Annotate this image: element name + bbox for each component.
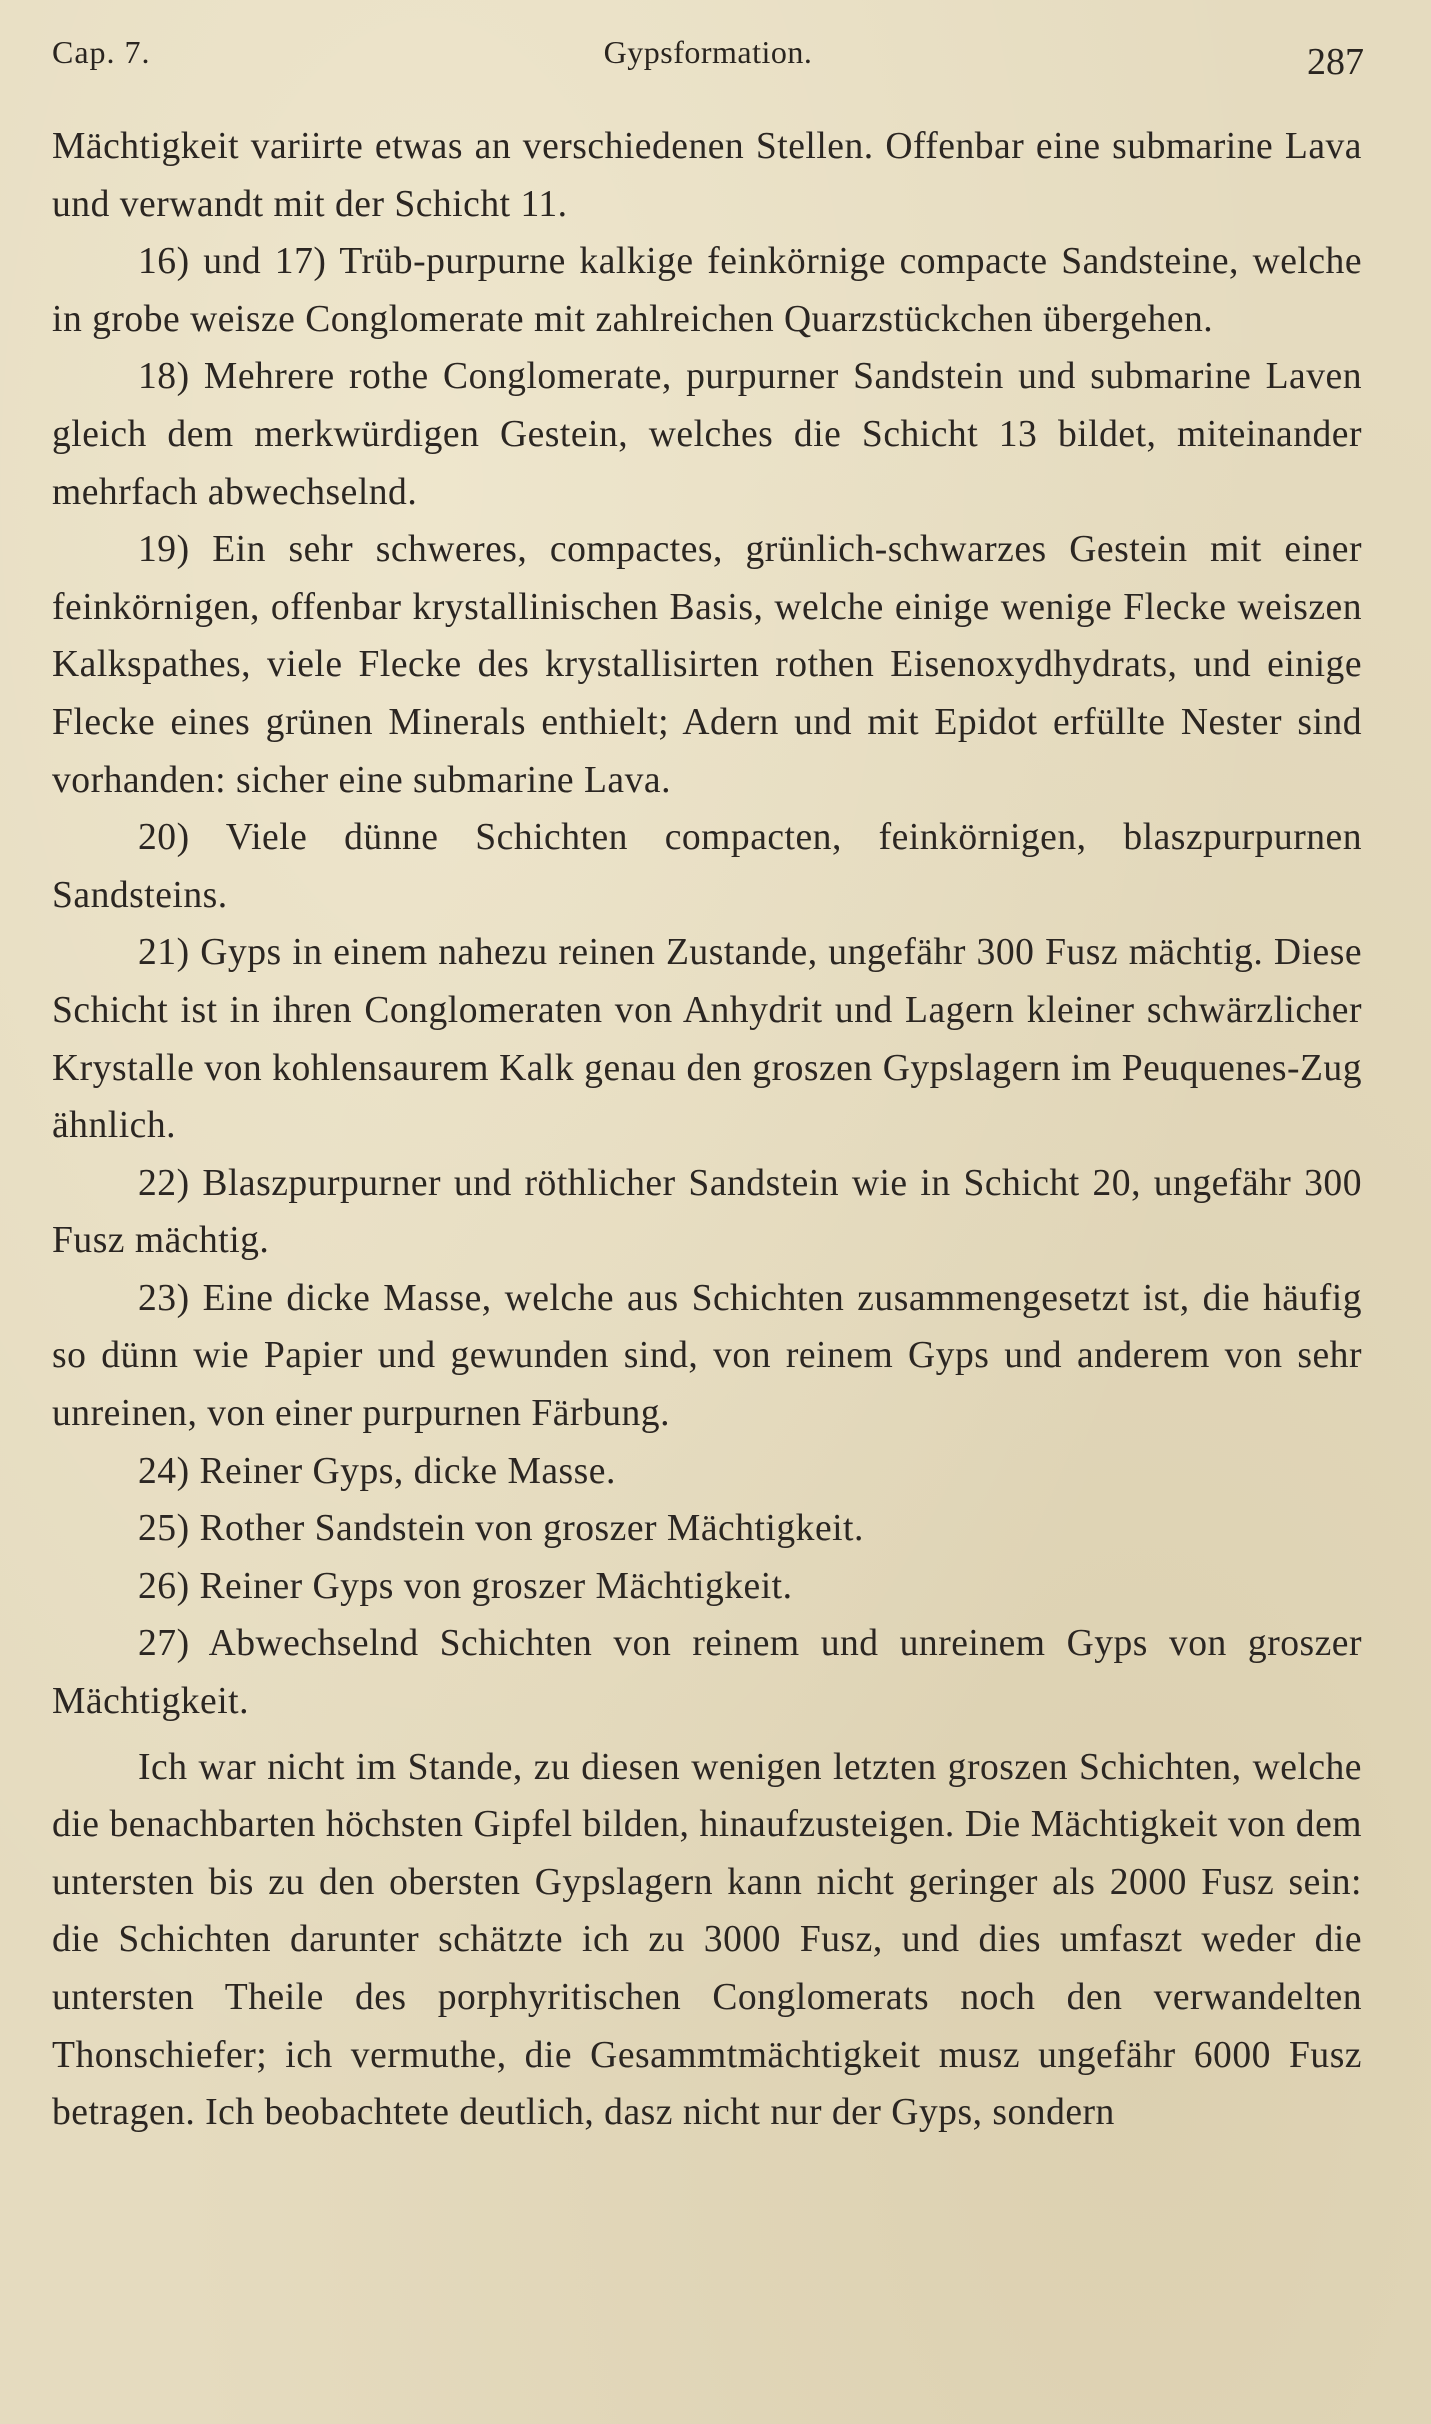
paragraph: 21) Gyps in einem nahezu reinen Zustande, ungefähr 300 Fusz mächtig. Diese Schicht ist in ihren Conglomeraten von Anhydrit und Lagern kleiner schwärzlicher Krystalle von kohlensaurem Kalk genau den groszen Gypslagern im Peuquenes-Zug ähnlich. bbox=[52, 932, 1362, 1147]
chapter-label: Cap. 7. bbox=[52, 34, 151, 70]
paragraph: 22) Blaszpurpurner und röthlicher Sandstein wie in Schicht 20, ungefähr 300 Fusz mächtig. bbox=[52, 1162, 1362, 1262]
paragraph: 19) Ein sehr schweres, compactes, grünlich-schwarzes Gestein mit einer feinkörnigen, offenbar krystallinischen Basis, welche einige wenige Flecke weiszen Kalkspathes, viele Flecke des krystallisirten rothen Eisenoxydhydrats, und einige Flecke eines grünen Minerals enthielt; Adern und mit Epidot erfüllte Nester sind vorhanden: sicher eine submarine Lava. bbox=[52, 529, 1362, 801]
paragraph: Mächtigkeit variirte etwas an verschiedenen Stellen. Offenbar eine submarine Lava und verwandt mit der Schicht 11. bbox=[52, 126, 1362, 225]
running-title: Gypsformation. bbox=[603, 34, 813, 70]
paragraph: 27) Abwechselnd Schichten von reinem und unreinem Gyps von groszer Mächtigkeit. bbox=[52, 1623, 1362, 1723]
paragraph: 26) Reiner Gyps von groszer Mächtigkeit. bbox=[138, 1565, 793, 1607]
paragraph: 25) Rother Sandstein von groszer Mächtigkeit. bbox=[138, 1508, 864, 1550]
running-header bbox=[52, 30, 1364, 90]
paragraph: Ich war nicht im Stande, zu diesen wenigen letzten groszen Schichten, welche die benachbarten höchsten Gipfel bilden, hinaufzusteigen. Die Mächtigkeit von dem untersten bis zu den obersten Gypslagern kann nicht geringer als 2000 Fusz sein: die Schichten darunter schätzte ich zu 3000 Fusz, und dies umfaszt weder die untersten Theile des porphyritischen Conglomerats noch den verwandelten Thonschiefer; ich vermuthe, die Gesammtmächtigkeit musz ungefähr 6000 Fusz betragen. Ich beobachtete deutlich, dasz nicht nur der Gyps, sondern bbox=[52, 1746, 1362, 2134]
paragraph: 18) Mehrere rothe Conglomerate, purpurner Sandstein und submarine Laven gleich dem merkwürdigen Gestein, welches die Schicht 13 bildet, miteinander mehrfach abwechselnd. bbox=[52, 356, 1362, 513]
paragraph: 24) Reiner Gyps, dicke Masse. bbox=[138, 1450, 616, 1492]
page-number: 287 bbox=[1307, 41, 1364, 83]
paragraph: 20) Viele dünne Schichten compacten, feinkörnigen, blaszpurpurnen Sandsteins. bbox=[52, 817, 1362, 916]
body-text bbox=[52, 118, 1362, 2142]
paragraph: 16) und 17) Trüb-purpurne kalkige feinkörnige compacte Sandsteine, welche in grobe weisze Conglomerate mit zahlreichen Quarzstückchen übergehen. bbox=[52, 241, 1362, 340]
paragraph: 23) Eine dicke Masse, welche aus Schichten zusammengesetzt ist, die häufig so dünn wie Papier und gewunden sind, von reinem Gyps und anderem von sehr unreinen, von einer purpurnen Färbung. bbox=[52, 1277, 1362, 1435]
